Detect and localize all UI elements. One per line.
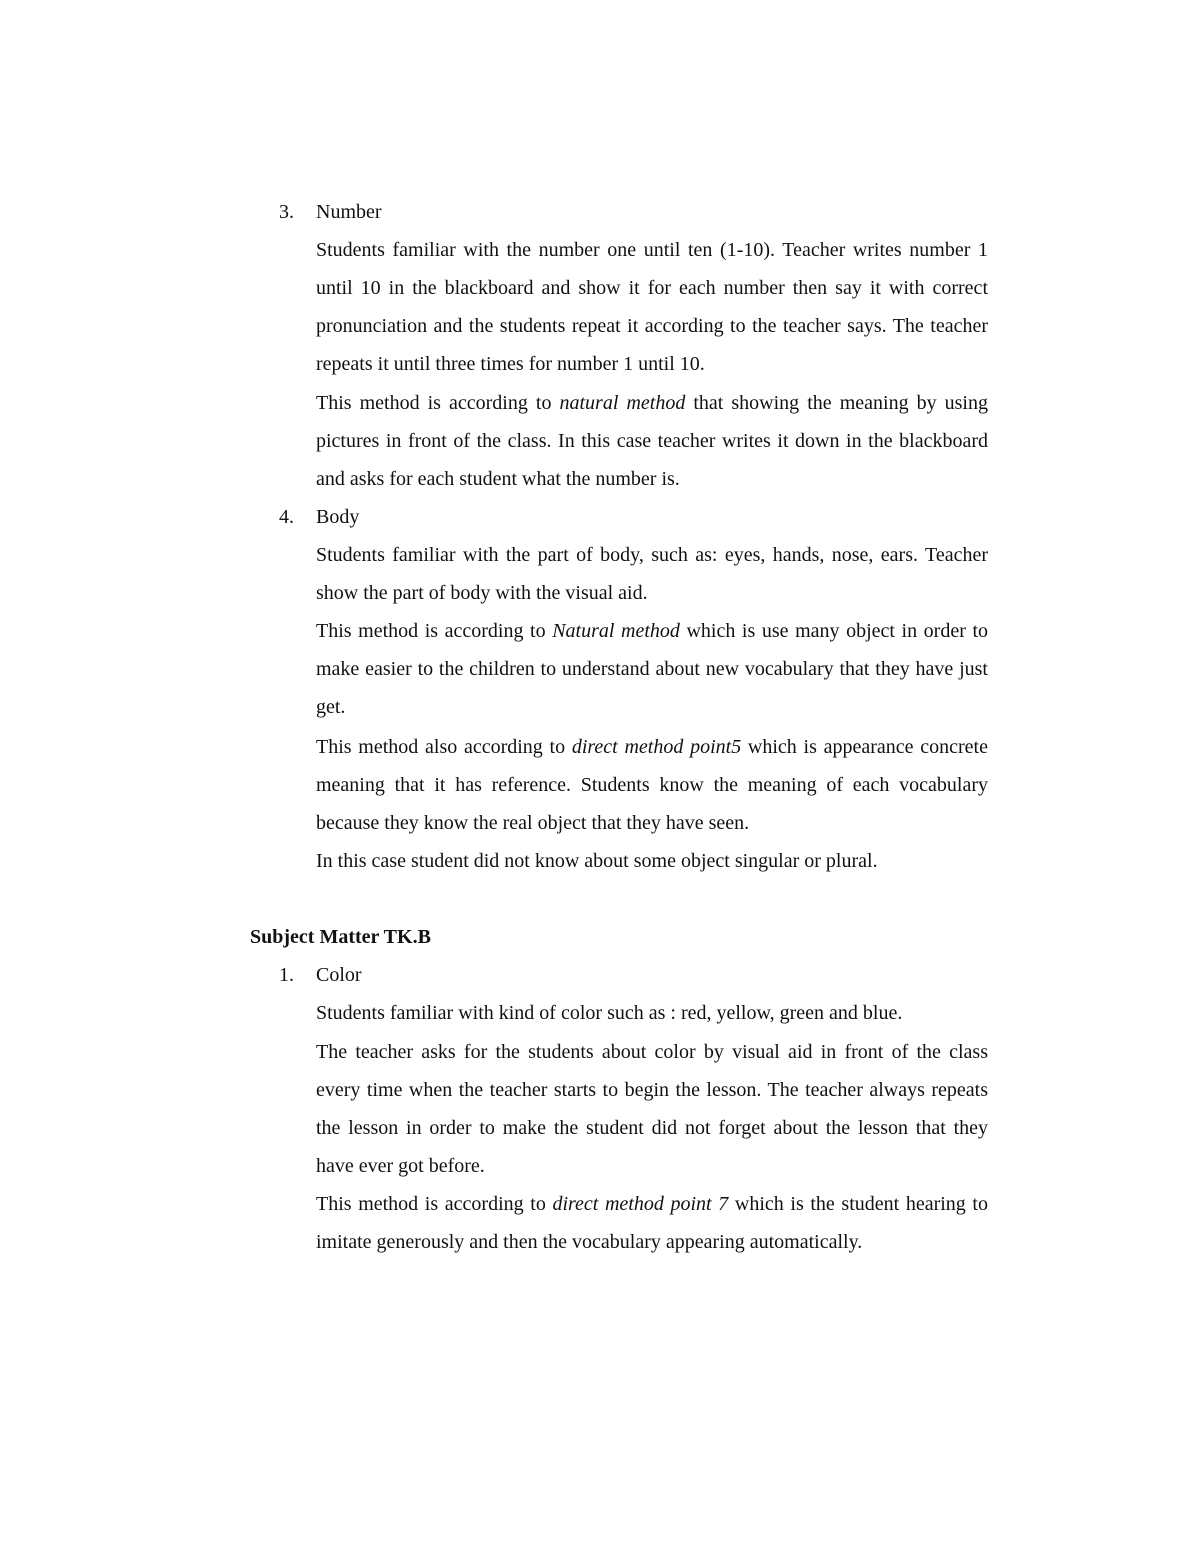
paragraph-color-intro: Students familiar with kind of color such as : red, yellow, green and blue.	[316, 1002, 903, 1024]
section-heading: Subject Matter TK.B	[250, 926, 431, 948]
list-number: 3.	[279, 201, 294, 223]
emphasis-method: Natural method	[552, 620, 680, 642]
paragraph-color-lesson: The teacher asks for the students about color by visual aid in front of the class every time when the teacher starts to begin the lesson. The teacher always repeats the lesson in order to make the student did not forget about the lesson that they have ever got before.	[316, 1041, 988, 1178]
list-item-color	[0, 956, 1200, 994]
paragraph-color-method: This method is according to direct method point 7 which is the student hearing to imitate generously and then the vocabulary appearing automatically.	[316, 1193, 988, 1254]
emphasis-method: direct method point 7	[552, 1193, 729, 1215]
list-item-title: Color	[316, 964, 362, 986]
list-number: 4.	[279, 506, 294, 528]
paragraph-body-closing: In this case student did not know about some object singular or plural.	[316, 850, 878, 872]
list-item-title: Body	[316, 506, 360, 528]
list-item-number	[0, 193, 1200, 231]
paragraph-number-method: This method is according to natural method that showing the meaning by using pictures in front of the class. In this case teacher writes it down in the blackboard and asks for each student what the number is.	[316, 392, 988, 491]
paragraph-body-intro: Students familiar with the part of body, such as: eyes, hands, nose, ears. Teacher show the part of body with the visual aid.	[316, 544, 988, 605]
paragraph-body-method-1: This method is according to Natural method which is use many object in order to make easier to the children to understand about new vocabulary that they have just get.	[316, 620, 988, 719]
emphasis-method: natural method	[559, 392, 686, 414]
emphasis-method: direct method point5	[571, 736, 742, 758]
paragraph-number-intro: Students familiar with the number one until ten (1-10). Teacher writes number 1 until 10 in the blackboard and show it for each number then say it with correct pronunciation and the students repeat it according to the teacher says. The teacher repeats it until three times for number 1 until 10.	[316, 239, 988, 376]
list-number: 1.	[279, 964, 294, 986]
list-item-title: Number	[316, 201, 382, 223]
list-item-body	[0, 498, 1200, 536]
paragraph-body-method-2: This method also according to direct method point5 which is appearance concrete meaning that it has reference. Students know the meaning of each vocabulary because they know the real object that they have seen.	[316, 736, 988, 835]
